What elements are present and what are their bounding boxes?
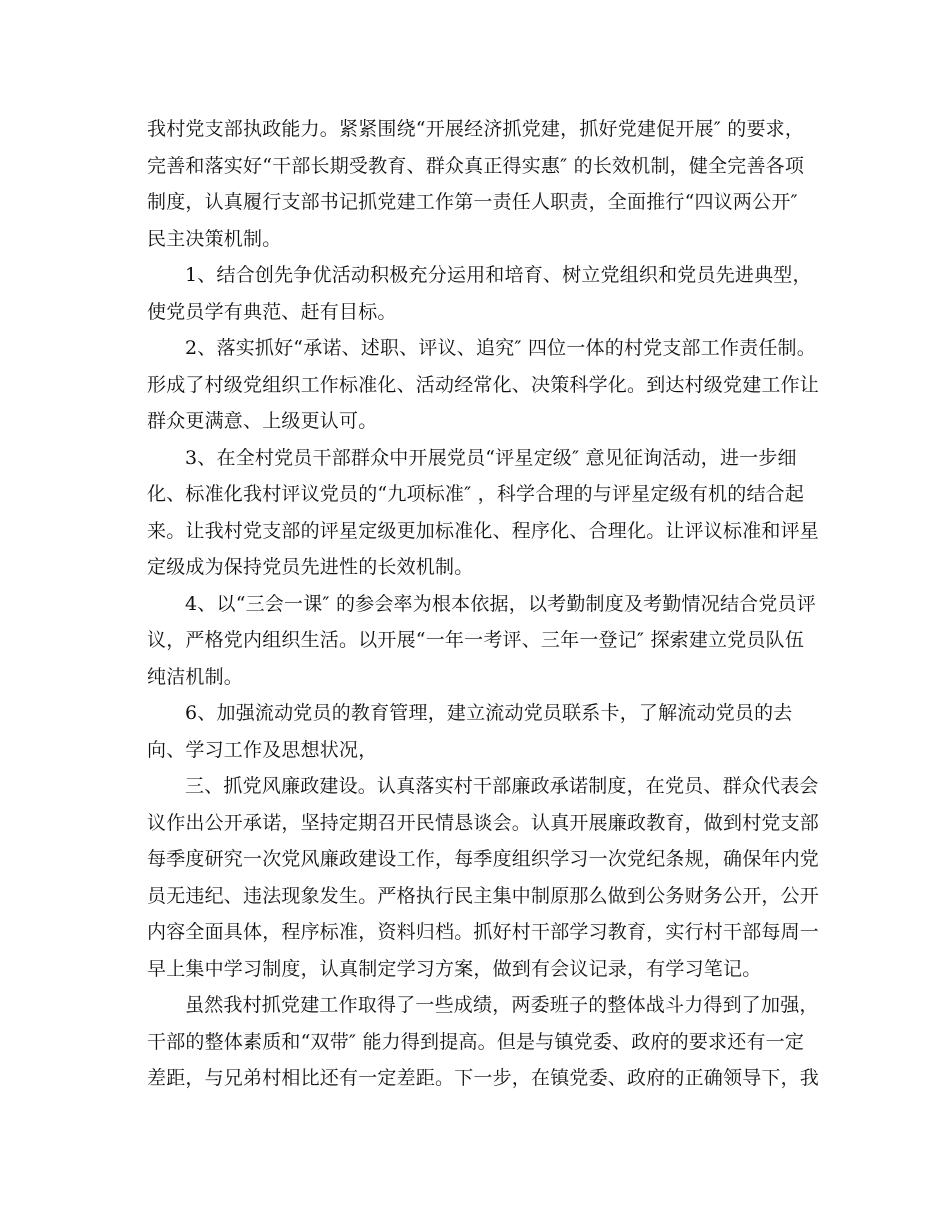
text-line: 差距，与兄弟村相比还有一定差距。下一步，在镇党委、政府的正确领导下，我 bbox=[147, 1067, 820, 1089]
text-line: 民主决策机制。 bbox=[147, 227, 282, 250]
text-line: 化、标准化我村评议党员的“九项标准″ ，科学合理的与评星定级有机的结合起 bbox=[147, 483, 805, 505]
text-line: 早上集中学习制度，认真制定学习方案，做到有会议记录，有学习笔记。 bbox=[147, 957, 762, 980]
text-line: 制度，认真履行支部书记抓党建工作第一责任人职责，全面推行“四议两公开″ bbox=[147, 191, 798, 213]
text-line: 内容全面具体，程序标准，资料归档。抓好村干部学习教育，实行村干部每周一 bbox=[147, 921, 820, 943]
text-line: 使党员学有典范、赶有目标。 bbox=[147, 300, 397, 323]
text-line: 完善和落实好“干部长期受教育、群众真正得实惠″ 的长效机制，健全完善各项 bbox=[147, 154, 805, 177]
text-line: 来。让我村党支部的评星定级更加标准化、程序化、合理化。让评议标准和评星 bbox=[147, 519, 820, 542]
text-line: 4、以“三会一课″ 的参会率为根本依据，以考勤制度及考勤情况结合党员评 bbox=[185, 592, 816, 615]
text-line: 定级成为保持党员先进性的长效机制。 bbox=[147, 556, 474, 578]
text-line: 形成了村级党组织工作标准化、活动经常化、决策科学化。到达村级党建工作让 bbox=[147, 373, 820, 396]
text-line: 向、学习工作及思想状况， bbox=[147, 738, 378, 761]
text-line: 三、抓党风廉政建设。认真落实村干部廉政承诺制度，在党员、群众代表会 bbox=[185, 775, 819, 797]
text-line: 议作出公开承诺，坚持定期召开民情恳谈会。认真开展廉政教育，做到村党支部 bbox=[147, 811, 820, 834]
text-line: 虽然我村抓党建工作取得了一些成绩，两委班子的整体战斗力得到了加强， bbox=[185, 994, 819, 1016]
text-line: 员无违纪、违法现象发生。严格执行民主集中制原那么做到公务财务公开，公开 bbox=[147, 884, 820, 907]
text-line: 纯洁机制。 bbox=[147, 665, 244, 688]
text-line: 1、结合创先争优活动积极充分运用和培育、树立党组织和党员先进典型， bbox=[185, 264, 812, 286]
text-line: 6、加强流动党员的教育管理，建立流动党员联系卡，了解流动党员的去 bbox=[185, 702, 793, 724]
document-body bbox=[147, 111, 820, 1097]
text-line: 2、落实抓好“承诺、述职、评议、追究″ 四位一体的村党支部工作责任制。 bbox=[185, 337, 816, 359]
text-line: 干部的整体素质和“双带″ 能力得到提高。但是与镇党委、政府的要求还有一定 bbox=[147, 1030, 805, 1053]
text-line: 我村党支部执政能力。紧紧围绕“开展经济抓党建，抓好党建促开展″ 的要求， bbox=[147, 118, 805, 140]
text-line: 3、在全村党员干部群众中开展党员“评星定级″ 意见征询活动，进一步细 bbox=[185, 446, 797, 469]
text-line: 群众更满意、上级更认可。 bbox=[147, 410, 378, 432]
text-line: 议，严格党内组织生活。以开展“一年一考评、三年一登记″ 探索建立党员队伍 bbox=[147, 629, 805, 651]
text-line: 每季度研究一次党风廉政建设工作，每季度组织学习一次党纪条规，确保年内党 bbox=[147, 848, 820, 870]
